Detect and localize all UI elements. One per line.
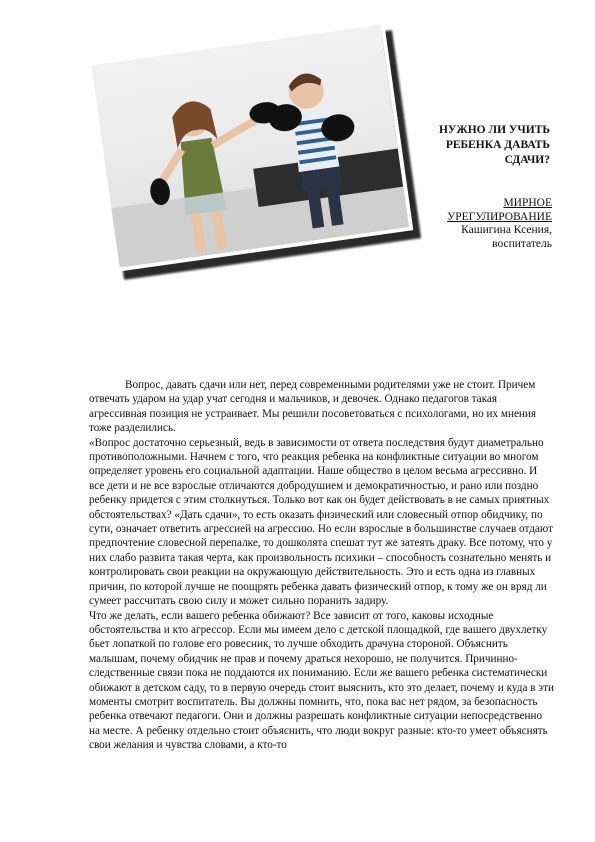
boxing-kids-illustration — [91, 25, 409, 268]
article-title: НУЖНО ЛИ УЧИТЬ РЕБЕНКА ДАВАТЬ СДАЧИ? — [438, 124, 550, 166]
paragraph: Вопрос, давать сдачи или нет, перед современными родителями уже не стоит. Причем отвечать ударом на удар учат сегодня и мальчиков, и девочек. Однако педагогов такая агрессивная позиция не устраивает. Мы решили посоветоваться с психологами, но их мнения тоже разделились. — [89, 379, 537, 435]
article-body — [89, 378, 554, 753]
article-photo — [100, 40, 420, 280]
author-byline: Кашигина Ксения, воспитатель — [461, 224, 552, 250]
paragraph: Что же делать, если вашего ребенка обижают? Все зависит от того, каковы исходные обстоятельства и кто агрессор. Если мы имеем дело с детской площадкой, где вашего двухлетку бьет лопаткой по голове его ровесник, то лучше обходить драчуна стороной. Объяснить малышам, почему обидчик не прав и почему драться нехорошо, не получится. Причинно-следственные связи пока не поддаются их пониманию. Если же вашего ребенка систематически обижают в детском саду, то в первую очередь стоит выяснить, кто это делает, почему и куда в эти моменты смотрит воспитатель. Вы должны помнить, что, пока вас нет рядом, за безопасность ребенка отвечают педагоги. Они и должны разрешать конфликтные ситуации непосредственно на месте. А ребенку отдельно стоит объяснить, что люди вокруг разные: кто-то умеет объяснять свои желания и чувства словами, а кто-то — [89, 609, 554, 752]
boxing-kids-photo — [87, 20, 414, 272]
section-heading: МИРНОЕ УРЕГУЛИРОВАНИЕ — [447, 197, 552, 223]
paragraph: «Вопрос достаточно серьезный, ведь в зависимости от ответа последствия будут диаметрально противоположными. Начнем с того, что реакция ребенка на конфликтные ситуации во многом определяет уровень его социальной адаптации. Наше общество в целом весьма агрессивно. И все дети и не все взрослые отличаются добродушием и демократичностью, и рано или поздно ребенку придется с этим столкнуться. Только вот как он будет действовать в не самых приятных обстоятельствах? «Дать сдачи», то есть оказать физический или словесный отпор обидчику, по сути, означает ответить агрессией на агрессию. Но если взрослые в большинстве случаев отдают предпочтение словесной перепалке, то дошколята спешат тут же затеять драку. Все потому, что у них слабо развита такая черта, как произвольность психики – способность сознательно менять и контролировать свои реакции на окружающую действительность. Это и есть одна из главных причин, по которой лучше не поощрять ребенка давать физический отпор, к тому же он вряд ли сумеет рассчитать свою силу и может сильно поранить задиру. — [89, 436, 553, 608]
